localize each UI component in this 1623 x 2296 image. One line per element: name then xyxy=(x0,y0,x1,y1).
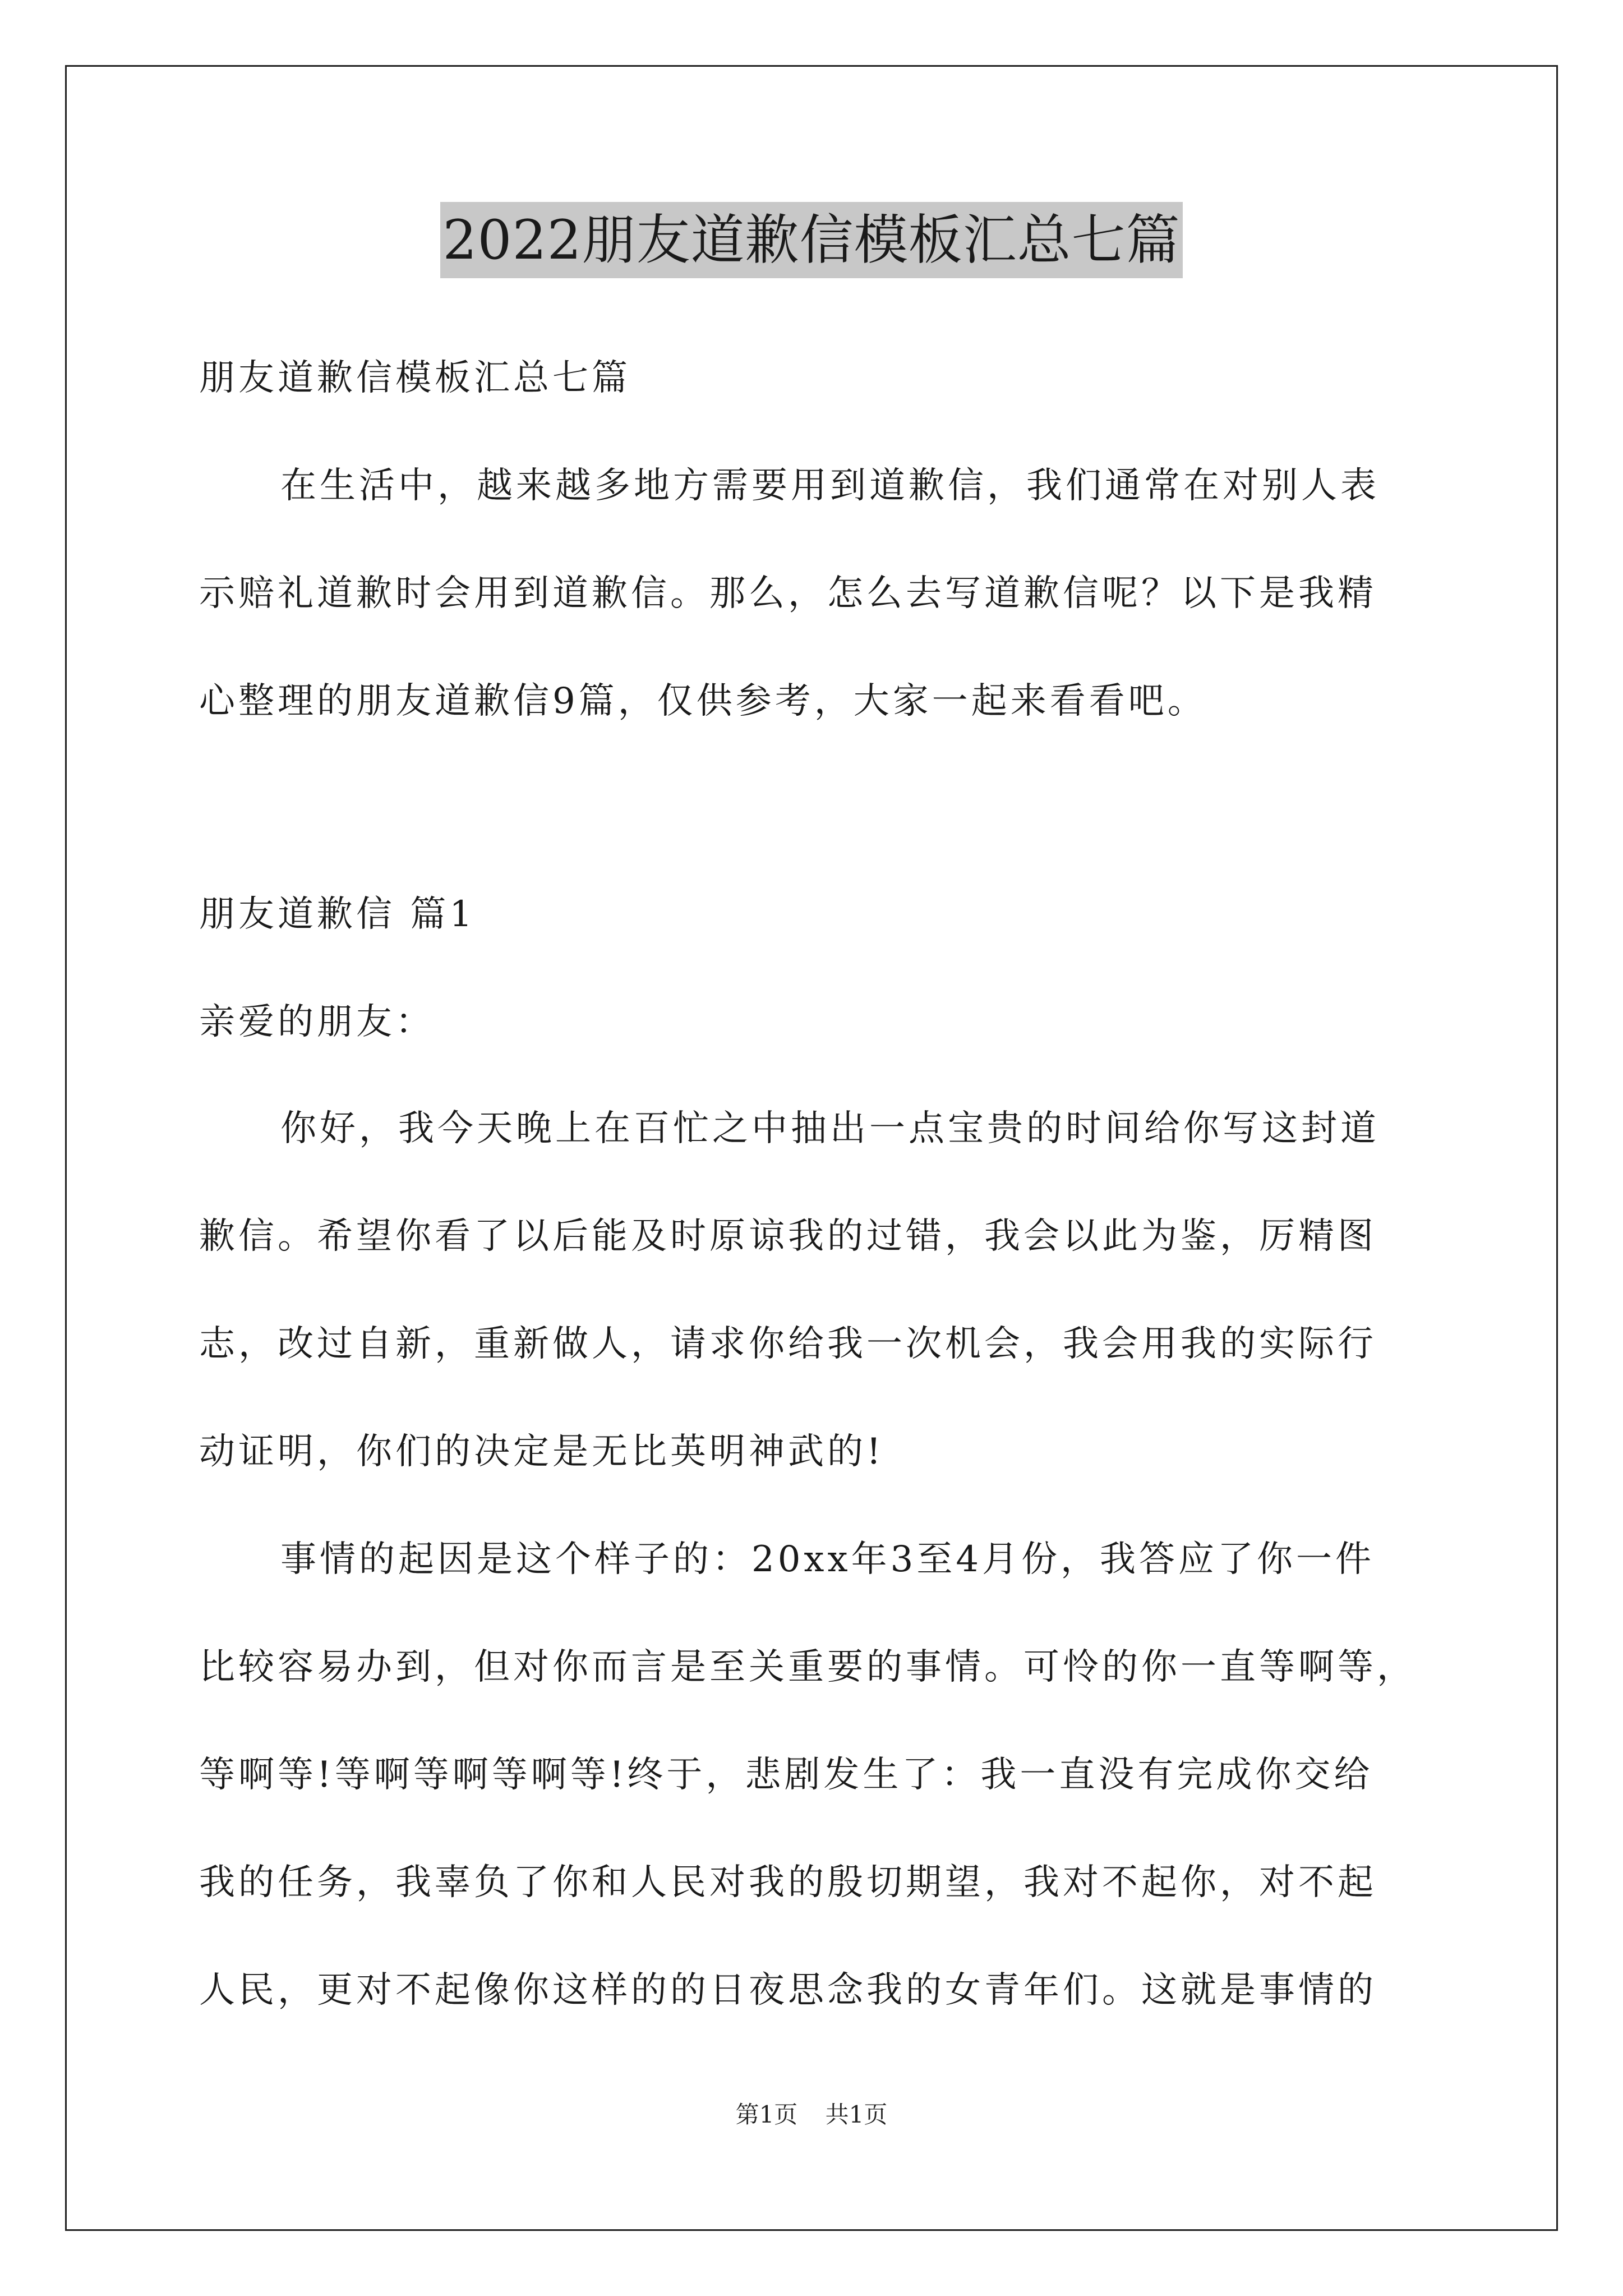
page-footer xyxy=(0,2099,1623,2131)
paragraph1-line-1: 你好，我今天晚上在百忙之中抽出一点宝贵的时间给你写这封道 xyxy=(280,1108,1380,1149)
paragraph2-line-2: 比较容易办到，但对你而言是至关重要的事情。可怜的你一直等啊等， xyxy=(199,1646,1416,1688)
salutation: 亲爱的朋友： xyxy=(199,1001,435,1043)
document-title-wrapper xyxy=(0,202,1623,278)
paragraph2-line-1: 事情的起因是这个样子的：20xx年3至4月份，我答应了你一件 xyxy=(280,1539,1375,1580)
paragraph1-line-3: 志，改过自新，重新做人，请求你给我一次机会，我会用我的实际行 xyxy=(199,1323,1377,1365)
intro-line-2: 示赔礼道歉时会用到道歉信。那么，怎么去写道歉信呢？以下是我精 xyxy=(199,573,1377,614)
section-heading: 朋友道歉信 篇1 xyxy=(199,894,476,935)
paragraph2-line-3: 等啊等!等啊等啊等啊等!终于，悲剧发生了：我一直没有完成你交给 xyxy=(199,1754,1373,1796)
paragraph1-line-4: 动证明，你们的决定是无比英明神武的! xyxy=(199,1431,884,1473)
paragraph2-line-4: 我的任务，我辜负了你和人民对我的殷切期望，我对不起你，对不起 xyxy=(199,1862,1377,1903)
document-title: 2022朋友道歉信模板汇总七篇 xyxy=(440,202,1182,278)
document-subtitle: 朋友道歉信模板汇总七篇 xyxy=(199,357,631,399)
paragraph1-line-2: 歉信。希望你看了以后能及时原谅我的过错，我会以此为鉴，厉精图 xyxy=(199,1216,1377,1257)
intro-line-1: 在生活中，越来越多地方需要用到道歉信，我们通常在对别人表 xyxy=(280,465,1380,507)
page-total: 共1页 xyxy=(825,2101,888,2128)
page-number: 第1页 xyxy=(735,2101,798,2128)
paragraph2-line-5: 人民，更对不起像你这样的的日夜思念我的女青年们。这就是事情的 xyxy=(199,1970,1377,2011)
intro-line-3: 心整理的朋友道歉信9篇，仅供参考，大家一起来看看吧。 xyxy=(199,680,1207,722)
